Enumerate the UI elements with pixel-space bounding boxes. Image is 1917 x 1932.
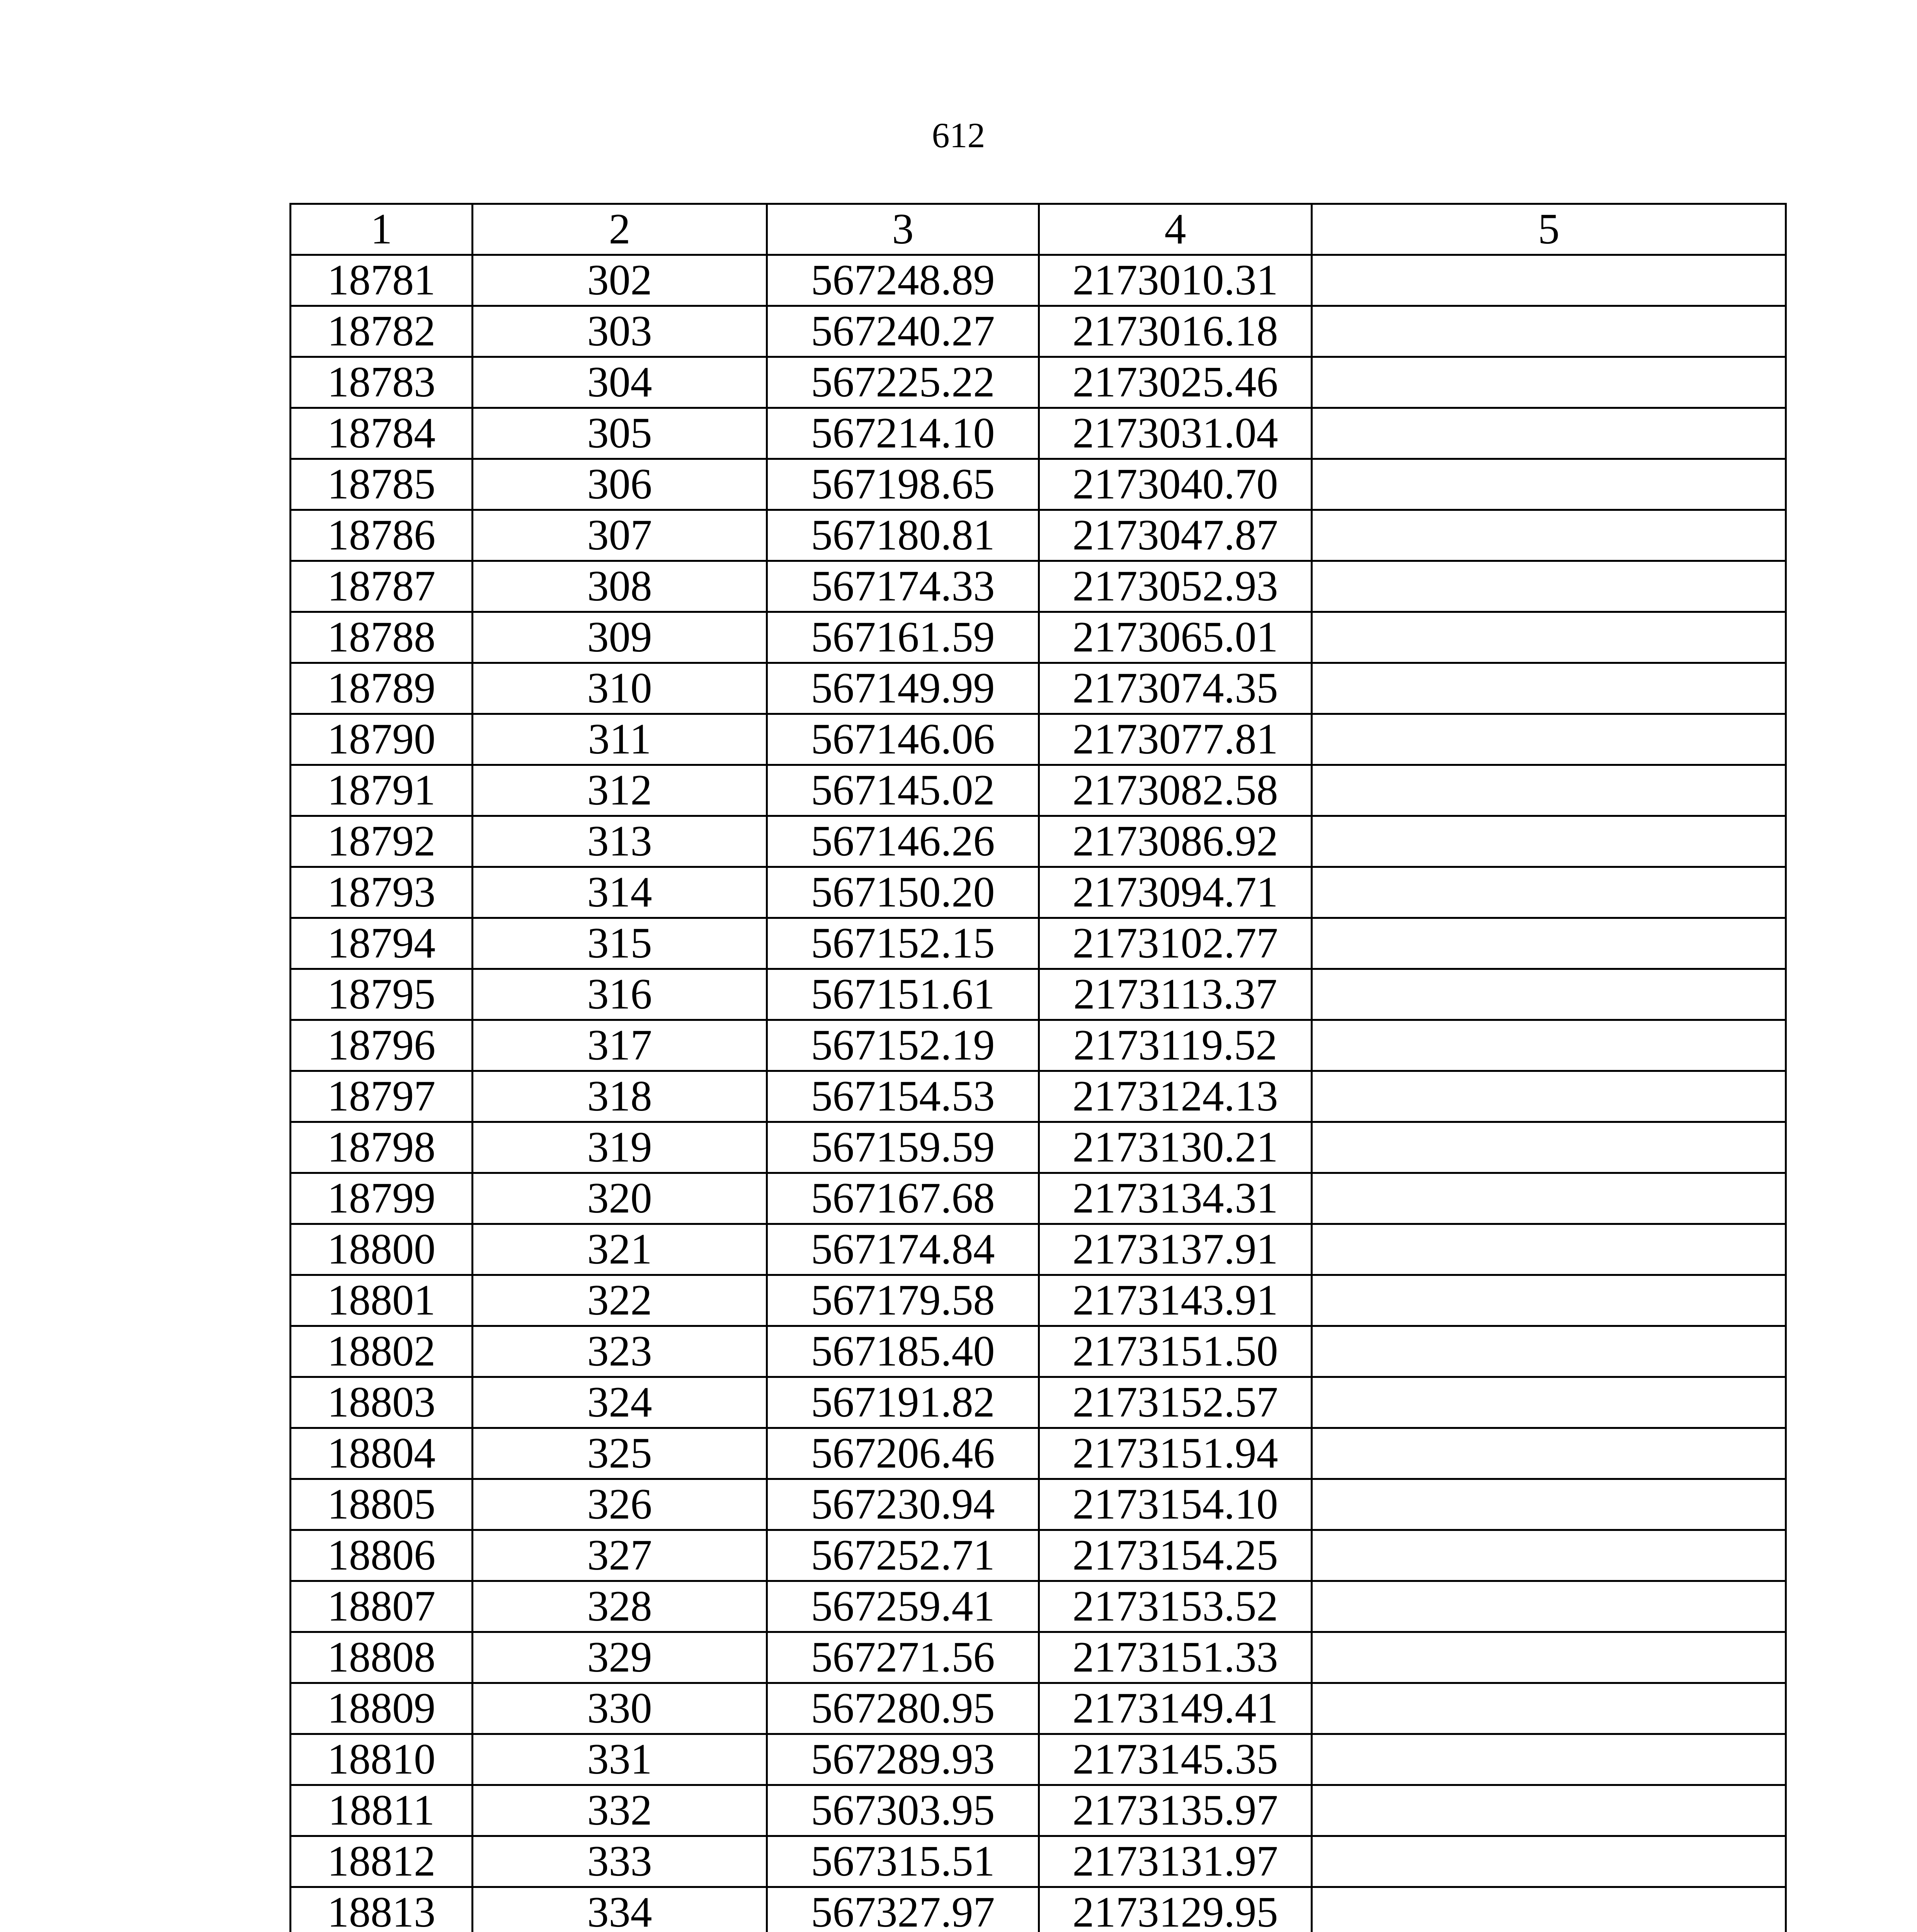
- cell-y: 2173151.94: [1039, 1428, 1312, 1479]
- cell-point: 306: [473, 459, 767, 510]
- cell-y: 2173131.97: [1039, 1836, 1312, 1887]
- column-header-2: 2: [473, 204, 767, 255]
- cell-y: 2173153.52: [1039, 1581, 1312, 1632]
- table-row: [291, 918, 1786, 969]
- coordinates-table: [289, 203, 1787, 1932]
- table-row: [291, 306, 1786, 357]
- cell-y: 2173113.37: [1039, 969, 1312, 1020]
- cell-number: 18793: [291, 867, 473, 918]
- cell-y: 2173065.01: [1039, 612, 1312, 663]
- cell-x: 567230.94: [767, 1479, 1039, 1530]
- table-row: [291, 1887, 1786, 1932]
- cell-number: 18796: [291, 1020, 473, 1071]
- cell-number: 18813: [291, 1887, 473, 1932]
- cell-point: 328: [473, 1581, 767, 1632]
- cell-point: 319: [473, 1122, 767, 1173]
- table-row: [291, 816, 1786, 867]
- cell-note: [1312, 510, 1786, 561]
- cell-y: 2173154.10: [1039, 1479, 1312, 1530]
- cell-number: 18798: [291, 1122, 473, 1173]
- cell-note: [1312, 612, 1786, 663]
- cell-x: 567271.56: [767, 1632, 1039, 1683]
- cell-point: 313: [473, 816, 767, 867]
- cell-number: 18802: [291, 1326, 473, 1377]
- cell-note: [1312, 1122, 1786, 1173]
- table-row: [291, 765, 1786, 816]
- cell-number: 18809: [291, 1683, 473, 1734]
- cell-y: 2173077.81: [1039, 714, 1312, 765]
- cell-point: 302: [473, 255, 767, 306]
- table-row: [291, 1479, 1786, 1530]
- cell-x: 567225.22: [767, 357, 1039, 408]
- cell-point: 332: [473, 1785, 767, 1836]
- cell-number: 18792: [291, 816, 473, 867]
- cell-number: 18788: [291, 612, 473, 663]
- cell-x: 567145.02: [767, 765, 1039, 816]
- cell-number: 18800: [291, 1224, 473, 1275]
- cell-point: 315: [473, 918, 767, 969]
- cell-y: 2173137.91: [1039, 1224, 1312, 1275]
- cell-point: 324: [473, 1377, 767, 1428]
- column-header-5: 5: [1312, 204, 1786, 255]
- cell-note: [1312, 1428, 1786, 1479]
- cell-x: 567198.65: [767, 459, 1039, 510]
- cell-number: 18790: [291, 714, 473, 765]
- table-row: [291, 408, 1786, 459]
- cell-number: 18789: [291, 663, 473, 714]
- cell-x: 567206.46: [767, 1428, 1039, 1479]
- cell-point: 309: [473, 612, 767, 663]
- cell-note: [1312, 867, 1786, 918]
- cell-point: 334: [473, 1887, 767, 1932]
- cell-y: 2173145.35: [1039, 1734, 1312, 1785]
- cell-y: 2173102.77: [1039, 918, 1312, 969]
- cell-y: 2173143.91: [1039, 1275, 1312, 1326]
- cell-x: 567240.27: [767, 306, 1039, 357]
- table-row: [291, 1326, 1786, 1377]
- cell-point: 312: [473, 765, 767, 816]
- cell-number: 18784: [291, 408, 473, 459]
- cell-y: 2173086.92: [1039, 816, 1312, 867]
- cell-note: [1312, 969, 1786, 1020]
- cell-point: 320: [473, 1173, 767, 1224]
- cell-note: [1312, 1377, 1786, 1428]
- table-row: [291, 357, 1786, 408]
- cell-y: 2173052.93: [1039, 561, 1312, 612]
- cell-point: 333: [473, 1836, 767, 1887]
- cell-point: 314: [473, 867, 767, 918]
- cell-note: [1312, 1479, 1786, 1530]
- table-row: [291, 1530, 1786, 1581]
- cell-point: 305: [473, 408, 767, 459]
- cell-point: 327: [473, 1530, 767, 1581]
- cell-note: [1312, 1173, 1786, 1224]
- table-row: [291, 255, 1786, 306]
- cell-number: 18812: [291, 1836, 473, 1887]
- cell-point: 308: [473, 561, 767, 612]
- cell-x: 567303.95: [767, 1785, 1039, 1836]
- cell-note: [1312, 816, 1786, 867]
- cell-point: 323: [473, 1326, 767, 1377]
- cell-number: 18805: [291, 1479, 473, 1530]
- cell-number: 18807: [291, 1581, 473, 1632]
- cell-note: [1312, 1275, 1786, 1326]
- cell-number: 18797: [291, 1071, 473, 1122]
- table-row: [291, 663, 1786, 714]
- cell-y: 2173047.87: [1039, 510, 1312, 561]
- cell-number: 18806: [291, 1530, 473, 1581]
- cell-number: 18791: [291, 765, 473, 816]
- cell-number: 18781: [291, 255, 473, 306]
- cell-note: [1312, 1836, 1786, 1887]
- cell-x: 567174.33: [767, 561, 1039, 612]
- cell-point: 310: [473, 663, 767, 714]
- table-row: [291, 459, 1786, 510]
- cell-number: 18811: [291, 1785, 473, 1836]
- cell-x: 567180.81: [767, 510, 1039, 561]
- cell-y: 2173151.33: [1039, 1632, 1312, 1683]
- cell-note: [1312, 918, 1786, 969]
- cell-x: 567179.58: [767, 1275, 1039, 1326]
- cell-number: 18794: [291, 918, 473, 969]
- cell-point: 330: [473, 1683, 767, 1734]
- table-row: [291, 1224, 1786, 1275]
- cell-y: 2173010.31: [1039, 255, 1312, 306]
- cell-number: 18785: [291, 459, 473, 510]
- column-header-1: 1: [291, 204, 473, 255]
- cell-x: 567152.15: [767, 918, 1039, 969]
- cell-note: [1312, 306, 1786, 357]
- cell-number: 18804: [291, 1428, 473, 1479]
- cell-note: [1312, 561, 1786, 612]
- cell-x: 567174.84: [767, 1224, 1039, 1275]
- cell-note: [1312, 765, 1786, 816]
- table-row: [291, 1173, 1786, 1224]
- cell-y: 2173119.52: [1039, 1020, 1312, 1071]
- cell-note: [1312, 1887, 1786, 1932]
- cell-note: [1312, 255, 1786, 306]
- table-row: [291, 1071, 1786, 1122]
- table-row: [291, 1020, 1786, 1071]
- cell-y: 2173129.95: [1039, 1887, 1312, 1932]
- cell-x: 567154.53: [767, 1071, 1039, 1122]
- cell-x: 567159.59: [767, 1122, 1039, 1173]
- cell-number: 18795: [291, 969, 473, 1020]
- cell-note: [1312, 1020, 1786, 1071]
- header-row: [291, 204, 1786, 255]
- cell-x: 567151.61: [767, 969, 1039, 1020]
- cell-number: 18803: [291, 1377, 473, 1428]
- table-row: [291, 1122, 1786, 1173]
- cell-note: [1312, 1785, 1786, 1836]
- table-row: [291, 561, 1786, 612]
- cell-x: 567280.95: [767, 1683, 1039, 1734]
- cell-y: 2173025.46: [1039, 357, 1312, 408]
- cell-y: 2173135.97: [1039, 1785, 1312, 1836]
- table-body: [291, 255, 1786, 1932]
- cell-note: [1312, 459, 1786, 510]
- cell-note: [1312, 1326, 1786, 1377]
- table-header: [291, 204, 1786, 255]
- cell-x: 567146.06: [767, 714, 1039, 765]
- cell-y: 2173134.31: [1039, 1173, 1312, 1224]
- cell-note: [1312, 1734, 1786, 1785]
- cell-point: 316: [473, 969, 767, 1020]
- cell-number: 18799: [291, 1173, 473, 1224]
- table-row: [291, 1428, 1786, 1479]
- table-row: [291, 1581, 1786, 1632]
- cell-x: 567167.68: [767, 1173, 1039, 1224]
- cell-x: 567214.10: [767, 408, 1039, 459]
- cell-point: 321: [473, 1224, 767, 1275]
- cell-number: 18787: [291, 561, 473, 612]
- cell-y: 2173031.04: [1039, 408, 1312, 459]
- cell-y: 2173152.57: [1039, 1377, 1312, 1428]
- cell-x: 567185.40: [767, 1326, 1039, 1377]
- table-row: [291, 969, 1786, 1020]
- cell-y: 2173040.70: [1039, 459, 1312, 510]
- cell-y: 2173130.21: [1039, 1122, 1312, 1173]
- cell-note: [1312, 408, 1786, 459]
- cell-note: [1312, 1530, 1786, 1581]
- cell-x: 567161.59: [767, 612, 1039, 663]
- cell-number: 18786: [291, 510, 473, 561]
- cell-y: 2173016.18: [1039, 306, 1312, 357]
- cell-note: [1312, 663, 1786, 714]
- cell-y: 2173151.50: [1039, 1326, 1312, 1377]
- column-header-3: 3: [767, 204, 1039, 255]
- cell-note: [1312, 1632, 1786, 1683]
- cell-point: 311: [473, 714, 767, 765]
- table-row: [291, 1275, 1786, 1326]
- table-row: [291, 1836, 1786, 1887]
- cell-point: 304: [473, 357, 767, 408]
- cell-note: [1312, 357, 1786, 408]
- cell-point: 307: [473, 510, 767, 561]
- cell-number: 18810: [291, 1734, 473, 1785]
- cell-y: 2173149.41: [1039, 1683, 1312, 1734]
- column-header-4: 4: [1039, 204, 1312, 255]
- table-row: [291, 1683, 1786, 1734]
- table-row: [291, 1734, 1786, 1785]
- cell-point: 303: [473, 306, 767, 357]
- cell-x: 567315.51: [767, 1836, 1039, 1887]
- cell-number: 18801: [291, 1275, 473, 1326]
- cell-x: 567252.71: [767, 1530, 1039, 1581]
- cell-note: [1312, 1224, 1786, 1275]
- cell-point: 326: [473, 1479, 767, 1530]
- cell-x: 567191.82: [767, 1377, 1039, 1428]
- cell-x: 567327.97: [767, 1887, 1039, 1932]
- cell-x: 567150.20: [767, 867, 1039, 918]
- cell-note: [1312, 1071, 1786, 1122]
- cell-number: 18782: [291, 306, 473, 357]
- cell-x: 567146.26: [767, 816, 1039, 867]
- table-row: [291, 867, 1786, 918]
- cell-y: 2173154.25: [1039, 1530, 1312, 1581]
- cell-x: 567152.19: [767, 1020, 1039, 1071]
- cell-number: 18808: [291, 1632, 473, 1683]
- cell-point: 329: [473, 1632, 767, 1683]
- cell-point: 318: [473, 1071, 767, 1122]
- table-row: [291, 714, 1786, 765]
- cell-note: [1312, 1683, 1786, 1734]
- cell-x: 567149.99: [767, 663, 1039, 714]
- cell-point: 317: [473, 1020, 767, 1071]
- cell-y: 2173094.71: [1039, 867, 1312, 918]
- cell-y: 2173082.58: [1039, 765, 1312, 816]
- cell-point: 325: [473, 1428, 767, 1479]
- cell-note: [1312, 714, 1786, 765]
- cell-x: 567248.89: [767, 255, 1039, 306]
- cell-x: 567289.93: [767, 1734, 1039, 1785]
- cell-y: 2173074.35: [1039, 663, 1312, 714]
- cell-point: 331: [473, 1734, 767, 1785]
- table-row: [291, 1377, 1786, 1428]
- cell-x: 567259.41: [767, 1581, 1039, 1632]
- cell-y: 2173124.13: [1039, 1071, 1312, 1122]
- cell-number: 18783: [291, 357, 473, 408]
- table-row: [291, 612, 1786, 663]
- cell-point: 322: [473, 1275, 767, 1326]
- cell-note: [1312, 1581, 1786, 1632]
- table-row: [291, 510, 1786, 561]
- table-row: [291, 1785, 1786, 1836]
- table-row: [291, 1632, 1786, 1683]
- page-number: 612: [932, 116, 985, 155]
